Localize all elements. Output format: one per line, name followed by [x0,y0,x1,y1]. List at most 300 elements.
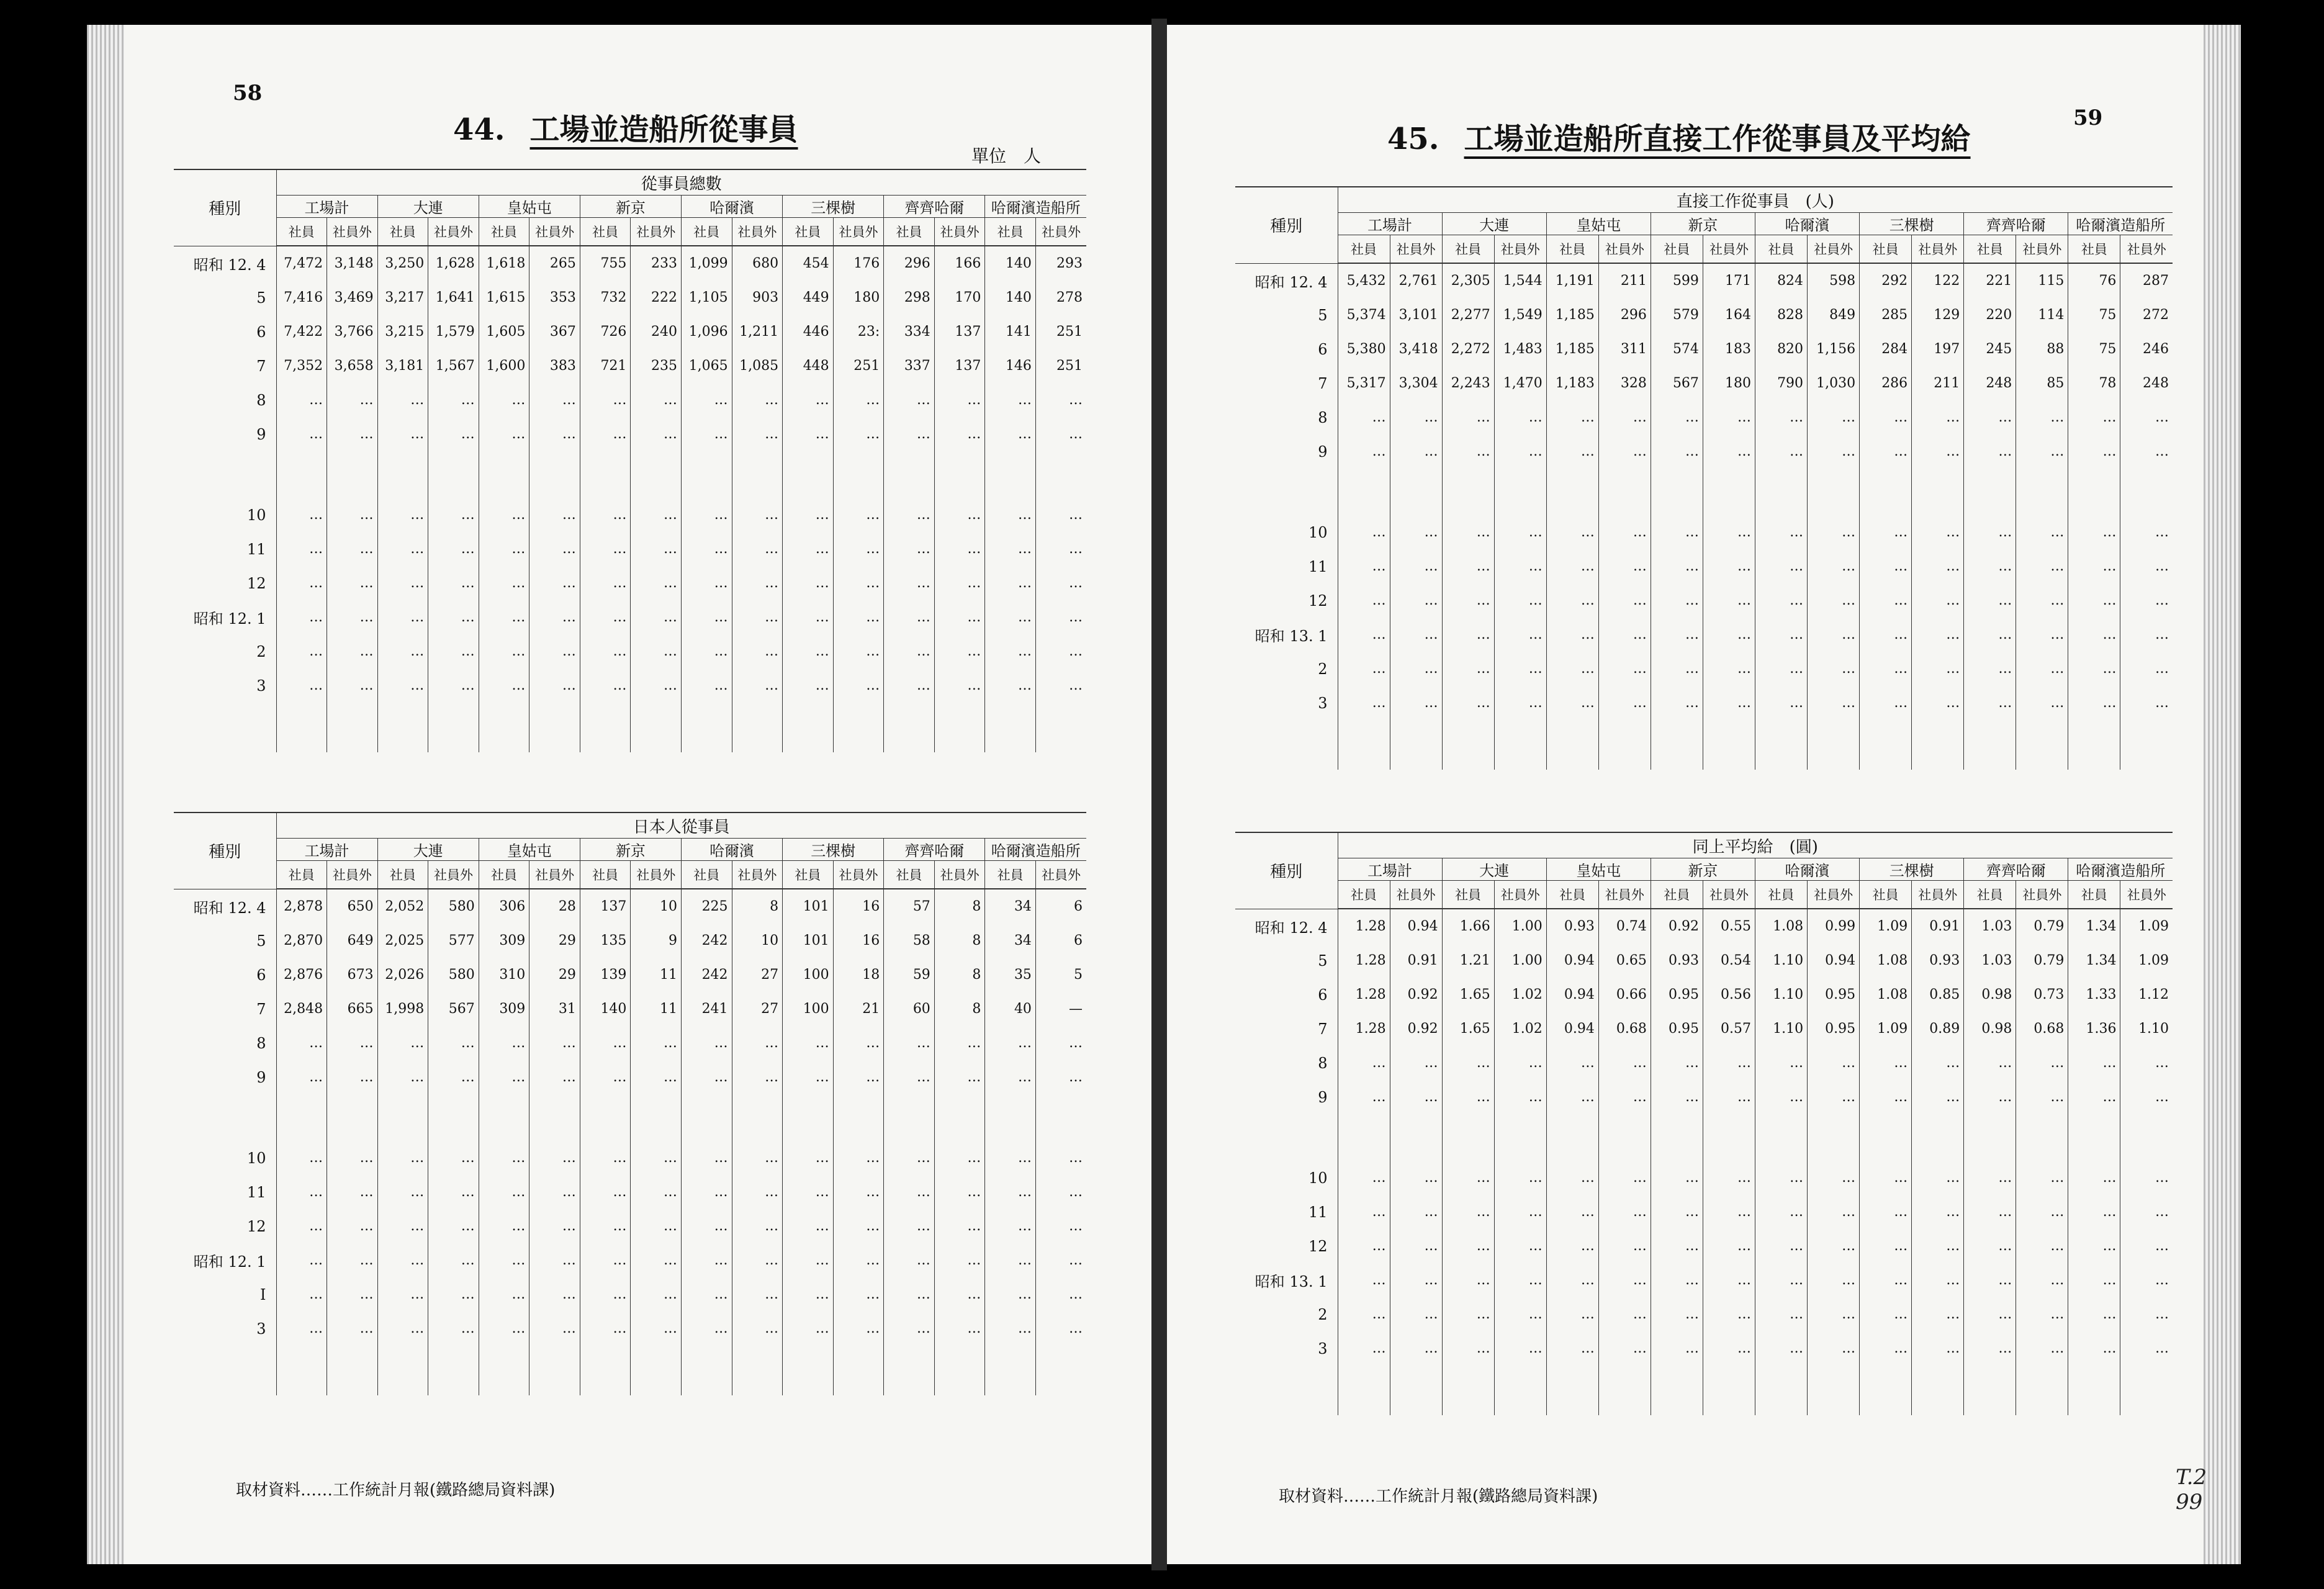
table-cell: 286 [1860,366,1912,400]
table-cell: … [1860,652,1912,686]
table-cell: … [1808,652,1860,686]
table-cell: … [580,1060,631,1094]
table-cell: … [783,600,834,634]
row-label: 3 [1318,1339,1328,1357]
table-cell: 171 [1703,263,1755,298]
table-cell: … [276,600,327,634]
table-cell: … [1912,1229,1964,1263]
table-cell: 296 [884,246,935,281]
table-cell [1755,1114,1808,1161]
table-cell [783,451,834,498]
table-row [174,281,1086,315]
table-cell: 8 [934,992,985,1026]
row-label: 9 [1318,443,1328,461]
row-label: 8 [256,391,266,409]
table-cell: … [884,498,935,532]
column-header: 三棵樹 [1860,213,1964,235]
table-row [1235,1114,2173,1161]
table-cell: … [428,634,479,668]
table-cell: 101 [783,924,834,958]
subheader-employee: 社員 [884,861,935,889]
table-cell: … [631,566,682,600]
table-cell: … [377,600,428,634]
table-cell: … [1755,434,1808,469]
table-cell: … [327,498,378,532]
table-cell: 242 [682,924,732,958]
table-cell: 0.91 [1912,909,1964,943]
table-cell: … [1390,1080,1442,1114]
table-cell: … [1442,686,1494,720]
subheader-employee: 社員 [479,861,529,889]
table-cell-empty [2120,1366,2173,1415]
table-cell: … [1035,1026,1086,1060]
table-cell: 579 [1651,298,1703,332]
subheader-non-employee: 社員外 [327,861,378,889]
subheader-employee: 社員 [479,218,529,246]
table-cell: … [1755,515,1808,549]
table-cell: 903 [732,281,783,315]
table-cell-empty [1598,1366,1651,1415]
table-cell: … [732,1026,783,1060]
row-label: 2 [256,642,266,660]
table-cell: 1.03 [1964,943,2016,978]
table-cell [327,451,378,498]
subheader-employee: 社員 [783,861,834,889]
table-cell: 28 [529,889,580,924]
table-cell: … [1598,400,1651,434]
table-cell: 824 [1755,263,1808,298]
table-cell: 1,618 [479,246,529,281]
table-cell: … [479,383,529,417]
table-cell-empty [1338,1366,1390,1415]
table-cell: … [1703,1263,1755,1297]
table-end-row [174,1346,1086,1395]
table-cell: … [1390,1263,1442,1297]
table-cell: 0.57 [1703,1012,1755,1046]
table-row [174,889,1086,924]
table-cell: 75 [2068,332,2120,366]
row-label: 10 [246,1149,266,1167]
table-cell-empty [327,703,378,752]
title-text: 工場並造船所從事員 [529,112,798,147]
table-cell: … [1703,1229,1755,1263]
table-cell: 1.08 [1860,943,1912,978]
table-cell: … [1651,1080,1703,1114]
table-cell: … [682,532,732,566]
table-cell: … [1494,400,1546,434]
subheader-employee: 社員 [2068,235,2120,264]
table-cell-empty [783,703,834,752]
table-cell: … [985,634,1036,668]
column-header: 三棵樹 [1860,858,1964,881]
table-cell-empty [2016,720,2068,770]
table-row [174,1209,1086,1243]
table-cell: … [833,1277,884,1312]
table-cell: … [1703,618,1755,652]
table-cell: … [276,1277,327,1312]
subheader-row [1235,235,2173,264]
table-cell: 1.65 [1442,1012,1494,1046]
table-cell: … [479,634,529,668]
table-cell: 1,085 [732,349,783,383]
table-cell: 40 [985,992,1036,1026]
table-cell: … [529,1060,580,1094]
table-cell: … [1035,668,1086,703]
subheader-non-employee: 社員外 [1035,218,1086,246]
table-cell: 2,277 [1442,298,1494,332]
column-header: 工場計 [1338,213,1442,235]
subheader-non-employee: 社員外 [1494,235,1546,264]
table-cell-empty [884,1346,935,1395]
table-cell: 309 [479,992,529,1026]
table-cell: … [580,532,631,566]
table-cell: … [428,1175,479,1209]
subheader-employee: 社員 [1546,881,1598,909]
table-cell-empty [1651,1366,1703,1415]
table-cell: 1,628 [428,246,479,281]
table-cell: … [1598,1297,1651,1331]
table-cell: 598 [1808,263,1860,298]
table-cell: … [2016,686,2068,720]
subheader-employee: 社員 [1651,881,1703,909]
table-cell-empty [985,703,1036,752]
table-row [1235,618,2173,652]
table-cell: 1.10 [2120,1012,2173,1046]
table-total-employees [174,169,1086,752]
table-cell-empty [529,1346,580,1395]
table-cell-empty [1703,1366,1755,1415]
table-cell: … [1390,1161,1442,1195]
group-header: 從事員總數 [276,169,1086,196]
table-cell: 18 [833,958,884,992]
table-cell-empty [1390,720,1442,770]
table-cell: … [783,417,834,451]
page-number: 58 [233,81,263,106]
subheader-employee: 社員 [2068,881,2120,909]
table-cell: … [1338,1046,1390,1080]
table-cell-empty [428,1346,479,1395]
table-cell [1912,1114,1964,1161]
table-cell: 240 [631,315,682,349]
row-label: 6 [1318,340,1328,358]
table-cell: … [1755,1331,1808,1366]
table-cell: 1.28 [1338,909,1390,943]
table-row [1235,549,2173,583]
table-cell: 35 [985,958,1036,992]
table-cell: … [884,1209,935,1243]
table-cell: … [1035,1060,1086,1094]
subheader-non-employee: 社員外 [529,861,580,889]
table-cell: … [1494,686,1546,720]
table-cell: … [985,1175,1036,1209]
table-cell: 246 [2120,332,2173,366]
table-cell [2016,1114,2068,1161]
table-cell: … [1035,634,1086,668]
table-cell: 650 [327,889,378,924]
table-cell: … [1651,1297,1703,1331]
table-cell: … [2068,1046,2120,1080]
table-cell: 0.94 [1390,909,1442,943]
table-cell: 1,470 [1494,366,1546,400]
table-cell: … [276,1312,327,1346]
table-cell: … [1338,400,1390,434]
table-row [174,498,1086,532]
table-cell: … [2120,652,2173,686]
table-cell: … [732,566,783,600]
table-cell: … [479,1209,529,1243]
table-row [174,600,1086,634]
column-header: 新京 [580,196,681,218]
table-cell: … [833,1209,884,1243]
table-row [1235,400,2173,434]
row-label: 昭和 13. 1 [1254,628,1328,645]
table-cell: 567 [1651,366,1703,400]
table-cell [580,451,631,498]
subheader-employee: 社員 [1442,881,1494,909]
table-cell: … [783,1141,834,1175]
table-cell: 3,215 [377,315,428,349]
table-cell: … [1860,583,1912,618]
table-cell: … [529,1026,580,1060]
row-label-empty [174,1346,276,1395]
table-row [1235,434,2173,469]
table-row [1235,366,2173,400]
row-label: 7 [256,1000,266,1018]
table-cell: … [580,668,631,703]
table-cell: 2,878 [276,889,327,924]
column-header: 哈爾濱造船所 [985,196,1086,218]
table-cell: … [1912,1046,1964,1080]
table-cell: … [2068,686,2120,720]
table-cell: … [1390,1195,1442,1229]
page-number: 59 [2073,106,2103,130]
table-row [1235,1012,2173,1046]
table-cell: … [2120,1331,2173,1366]
table-cell: … [1755,1080,1808,1114]
table-cell: 3,148 [327,246,378,281]
table-cell: 164 [1703,298,1755,332]
group-header-row [1235,832,2173,858]
table-cell: … [985,600,1036,634]
table-cell: 85 [2016,366,2068,400]
table-cell: 1.34 [2068,943,2120,978]
table-cell: … [529,1141,580,1175]
table-cell: 16 [833,924,884,958]
table-cell: … [479,1175,529,1209]
table-cell: … [631,383,682,417]
table-cell: … [1703,549,1755,583]
table-cell: … [985,1277,1036,1312]
table-cell: … [529,1312,580,1346]
table-cell: 721 [580,349,631,383]
table-cell: … [985,1209,1036,1243]
table-cell: … [1964,1080,2016,1114]
table-cell: … [1598,1263,1651,1297]
row-label: 昭和 13. 1 [1254,1273,1328,1290]
table-cell: … [1546,618,1598,652]
table-cell: … [2068,1080,2120,1114]
table-row [174,417,1086,451]
table-cell: 1.33 [2068,978,2120,1012]
table-cell: … [377,566,428,600]
table-cell: 574 [1651,332,1703,366]
table-cell [428,451,479,498]
table-cell [580,1094,631,1141]
table-cell: 1.03 [1964,909,2016,943]
table-cell-empty [732,703,783,752]
table-cell: … [2016,583,2068,618]
table-cell: … [934,1243,985,1277]
table-cell: … [1860,1046,1912,1080]
table-cell: … [934,600,985,634]
table-cell: 1,211 [732,315,783,349]
table-cell: … [783,498,834,532]
table-row [1235,1229,2173,1263]
table-cell [377,1094,428,1141]
row-label-empty [1235,1366,1338,1415]
table-cell: … [1598,1080,1651,1114]
table-cell: … [2068,1229,2120,1263]
table-cell: … [1808,1263,1860,1297]
table-row [1235,1046,2173,1080]
table-cell: … [2120,1161,2173,1195]
table-cell: … [682,634,732,668]
table-cell: … [2068,583,2120,618]
table-row [1235,1161,2173,1195]
table-cell: … [682,1277,732,1312]
table-cell: … [428,1141,479,1175]
table-cell: 7,422 [276,315,327,349]
table-row [1235,686,2173,720]
table-cell: … [276,383,327,417]
table-cell: 23: [833,315,884,349]
table-cell: 0.54 [1703,943,1755,978]
column-header: 皇姑屯 [479,839,580,861]
table-cell [682,1094,732,1141]
table-cell: … [529,498,580,532]
table-cell: … [2068,1297,2120,1331]
table-cell: … [985,383,1036,417]
table-cell: … [1860,515,1912,549]
table-cell: … [631,498,682,532]
table-cell: … [377,668,428,703]
table-cell: … [1338,1331,1390,1366]
subheader-employee: 社員 [276,218,327,246]
table-cell: … [833,1026,884,1060]
table-cell: … [1390,400,1442,434]
table-cell: … [985,1026,1036,1060]
table-cell: … [783,383,834,417]
table-cell: 0.68 [2016,1012,2068,1046]
table-cell: … [884,417,935,451]
table-cell: 180 [833,281,884,315]
table-row [174,1060,1086,1094]
table-cell: … [732,1277,783,1312]
table-cell: … [327,1243,378,1277]
subheader-non-employee: 社員外 [1808,235,1860,264]
row-label: 11 [1308,557,1328,575]
table-cell [1964,469,2016,515]
row-label: 11 [246,540,266,558]
table-cell: … [1442,1297,1494,1331]
table-cell [529,451,580,498]
table-cell [884,1094,935,1141]
table-cell: … [1808,618,1860,652]
table-cell: 9 [631,924,682,958]
table-cell: … [1808,1331,1860,1366]
table-row [1235,469,2173,515]
table-cell: 306 [479,889,529,924]
table-cell: 16 [833,889,884,924]
table-cell: … [529,1277,580,1312]
table-cell: … [1912,400,1964,434]
table-cell [1964,1114,2016,1161]
subheader-non-employee: 社員外 [1598,235,1651,264]
row-label: 5 [256,932,266,950]
table-cell: 1,156 [1808,332,1860,366]
table-row [174,349,1086,383]
table-cell: … [732,1175,783,1209]
table-cell: … [2120,1195,2173,1229]
table-cell [1338,469,1390,515]
table-cell: … [934,383,985,417]
table-cell: 31 [529,992,580,1026]
subheader-employee: 社員 [580,861,631,889]
table-cell: … [1912,1080,1964,1114]
table-cell: … [377,532,428,566]
table-cell: … [1808,1046,1860,1080]
table-cell: … [1035,1312,1086,1346]
table-cell: … [1494,1263,1546,1297]
table-cell: … [276,1026,327,1060]
row-label [1235,469,1338,515]
table-cell: 1.34 [2068,909,2120,943]
table-cell: 0.93 [1546,909,1598,943]
column-header: 哈爾濱造船所 [2068,213,2173,235]
table-cell: … [833,417,884,451]
table-cell: … [1964,686,2016,720]
table-cell: … [1598,1331,1651,1366]
table-cell-empty [327,1346,378,1395]
table-cell: 7,416 [276,281,327,315]
column-header: 皇姑屯 [1546,858,1651,881]
table-cell: 140 [580,992,631,1026]
table-cell: 0.95 [1651,978,1703,1012]
table-cell: 1.09 [2120,909,2173,943]
table-end-row [174,703,1086,752]
title-number: 44. [453,112,505,147]
subheader-non-employee: 社員外 [1494,881,1546,909]
row-label: 昭和 12. 4 [1254,919,1328,937]
table-cell: … [1755,652,1808,686]
table-cell: … [1546,652,1598,686]
table-cell: … [833,1141,884,1175]
table-cell: … [327,1026,378,1060]
table-cell: 5 [1035,958,1086,992]
table-cell: … [783,1060,834,1094]
table-cell: … [2068,515,2120,549]
table-cell [732,1094,783,1141]
table-cell: … [580,1209,631,1243]
table-row [1235,1080,2173,1114]
table-cell: 284 [1860,332,1912,366]
table-cell: … [1390,515,1442,549]
table-cell: … [631,668,682,703]
table-cell: … [1390,1229,1442,1263]
table-cell: 1,579 [428,315,479,349]
table-cell: … [428,1312,479,1346]
table-cell: … [682,600,732,634]
